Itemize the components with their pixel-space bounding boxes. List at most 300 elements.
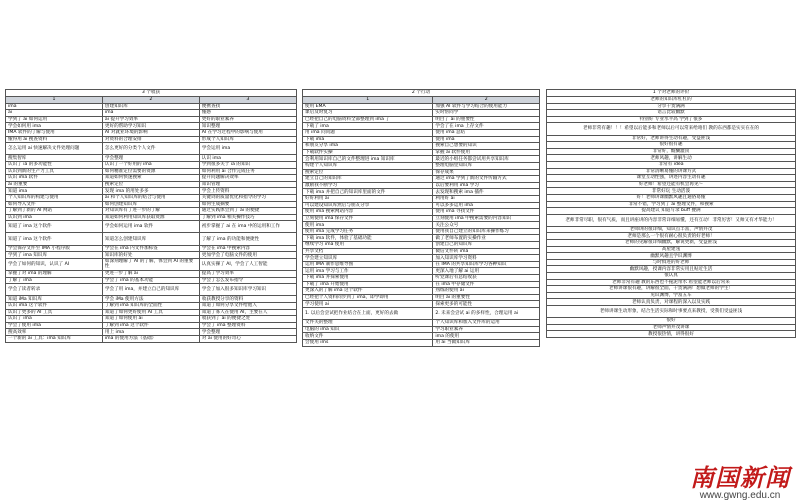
table-cell: 下载 ima	[303, 136, 433, 143]
table-cell: 知道了如何分享文件给他人	[199, 303, 296, 310]
table-cell: 了解了 ima	[6, 277, 103, 284]
table-cell: 搜索自己想要的知识	[433, 143, 540, 150]
table-cell: 明白了 ai 的重要性	[433, 116, 540, 123]
table-cell: 形成个人知识库	[199, 136, 296, 143]
table-cell: 学会在 ima 中搜索内容	[199, 245, 296, 252]
table-row	[6, 221, 297, 233]
table-cell: 学到了 ima 知识库	[6, 252, 103, 259]
table-cell: 幽默风趣，授课内容非常实用且贴近生活	[547, 266, 796, 273]
table-row	[303, 143, 540, 150]
table-row	[547, 286, 796, 293]
table-cell: 学会了如何的知识，认识了 AI	[6, 258, 103, 270]
table-row	[6, 129, 297, 136]
table-cell: 老师非常尽职，很有气质，而且讲座讲的内容非常详细易懂，还有互动！非常厉害！又帅又有才华能力！	[547, 214, 796, 226]
table-cell: 探索更多的可能性	[433, 301, 540, 308]
table-cell: ima 的使用	[433, 333, 540, 340]
table-cell: 通过 ima 学到了新的文件传输方式	[433, 176, 540, 183]
table-row	[6, 103, 297, 110]
table-row	[303, 215, 540, 222]
table-row	[6, 175, 297, 182]
table-cell: 如何创建知识库	[102, 201, 199, 208]
table-cell: 认识到 ima	[6, 214, 103, 221]
table-cell: 老师认真负责，对课程的深入以及实践	[547, 299, 796, 306]
table-row	[6, 335, 297, 342]
table-cell: AI 在学习过程中的影响与使用	[199, 129, 296, 136]
table-cell: ima	[6, 103, 103, 110]
table-cell: 下载 ima 并把自己的知识库里面的文件	[303, 189, 433, 196]
table-cell: 非常清晰易懂的讲课方式	[547, 168, 796, 175]
table-cell: 学会整理	[199, 329, 296, 336]
table-cell: 很好很有趣	[547, 142, 796, 149]
table-cell: 关键词的质量优化和指令的学习	[199, 194, 296, 201]
table-row	[303, 209, 540, 216]
table-cell: 初步掌握了 ai 在 ima 中的运用和工作	[199, 221, 296, 233]
table-cell: 了解到 ima 知识库的全面性	[102, 303, 199, 310]
table-row	[6, 271, 297, 278]
table-row	[547, 273, 796, 280]
table-cell: 学到很多关于 ia 的知识	[199, 161, 296, 168]
table-row	[6, 194, 297, 201]
table-row	[303, 294, 540, 301]
table-row	[547, 116, 796, 123]
table-cell: 提高建议 知道写录 buff 叠满	[547, 208, 796, 215]
table-row	[547, 208, 796, 215]
table-cell: 老师非常有趣 教的东西也不拖泥带水 希望能老师以后常来	[547, 279, 796, 286]
table-row	[547, 259, 796, 266]
table-cell: 学到了 ai 如何运用	[6, 116, 103, 123]
table-row	[303, 162, 540, 169]
table-cell: 学会了 ima 整理资料	[199, 322, 296, 329]
table-cell: 一个新的 ai 工具：ima 知识库	[6, 335, 103, 342]
table-cell: 了解了 ima 的功能和便捷性	[199, 233, 296, 245]
table-row	[547, 214, 796, 226]
table-cell: 加强 AI 软件与学习结合的使用能力	[433, 103, 540, 110]
watermark-logo: 南国新闻	[690, 463, 790, 492]
table-row	[303, 189, 540, 196]
column-header: 1	[6, 97, 103, 104]
table-cell: 语言比较幽默	[547, 110, 796, 117]
table-row	[547, 253, 796, 260]
table-cell: 课堂互动性强，讲述内容生动有趣	[547, 175, 796, 182]
evaluation-table	[546, 89, 796, 338]
table-cell: 认真实操了 AI，学会了人工智能	[199, 258, 296, 270]
table-cell: ima 的使用方法（基础）	[102, 335, 199, 342]
table-cell: 老师风趣，讲解生动	[547, 155, 796, 162]
table-cell: 知道 ima	[6, 188, 103, 195]
table-row	[547, 246, 796, 253]
table-cell: 学会了在 ima 上存文件	[433, 123, 540, 130]
table-cell: ai 和个人知识库的结合与使用	[102, 194, 199, 201]
table-cell: ima	[102, 110, 199, 117]
table-row	[303, 129, 540, 136]
table-cell: 如何精准定位需要的资源	[102, 168, 199, 175]
harvest-table-title: 3 个收获	[6, 90, 297, 97]
table-cell: 学会保存文件至 IMA 小程序版	[6, 245, 103, 252]
table-row	[6, 322, 297, 329]
table-cell: 认识 ima 软件	[6, 175, 103, 182]
table-row	[6, 277, 297, 284]
table-row	[6, 316, 297, 323]
table-row	[547, 168, 796, 175]
table-cell: 去发现和搜索 ima 插件	[433, 189, 540, 196]
table-cell: 老师非常有趣！！！希望以后能多和老师以后可以常来给咱们 教的东西都是实实在在的	[547, 123, 796, 135]
table-row	[303, 248, 540, 255]
table-cell: 学会了使用 ima	[6, 322, 103, 329]
table-cell: 更深入地了解 ai 运用	[433, 268, 540, 275]
table-cell: 对 ai 使用的好奇心	[199, 335, 296, 342]
table-cell: 学会上传资料	[199, 188, 296, 195]
table-cell: 创建知识库	[102, 103, 199, 110]
table-cell: 可以建设知识库然后与朋友分享	[303, 202, 433, 209]
table-cell: 使用 ima 完成学习任务	[303, 228, 433, 235]
table-cell: 搜集智库	[6, 155, 103, 162]
table-row	[6, 116, 297, 123]
table-cell: 老师讲课很有趣，讲解很全面，干货满满！想做老师的学生！	[547, 286, 796, 293]
table-cell: 继续学习 ima 使用	[303, 242, 433, 249]
table-row	[6, 136, 297, 143]
table-row	[547, 181, 796, 188]
table-row	[6, 303, 297, 310]
table-cell: 已经把个人资料同步到了 ima，即学即用	[303, 294, 433, 301]
table-cell: 用 ai 当做知识库	[433, 339, 540, 346]
table-cell: 如何利用 ai 合作完成任务	[199, 168, 296, 175]
table-cell: 明白 ai 的重要性	[433, 294, 540, 301]
table-cell: 个人知识库的构建与使用	[6, 194, 103, 201]
table-cell: 知道了 ima 这个软件	[6, 221, 103, 233]
table-cell: 更好的职业素养	[199, 116, 296, 123]
table-cell: 老师讲课生动形象，结合生活实际和时事要点来教授，受我们受益匪浅	[547, 306, 796, 318]
table-row	[547, 233, 796, 240]
table-row	[6, 245, 297, 252]
table-row	[6, 214, 297, 221]
table-cell: 利用好 ai	[433, 195, 540, 202]
table-row	[6, 284, 297, 296]
table-cell: 实时帮同学	[433, 110, 540, 117]
table-row	[6, 201, 297, 208]
table-cell: 使用我自己建立的知识库来操作练习	[433, 228, 540, 235]
table-row	[6, 258, 297, 270]
table-cell: 非常好，老师讲得生动有趣，受益匪浅	[547, 135, 796, 142]
table-row	[303, 320, 540, 327]
table-cell: 搜高效率	[6, 329, 103, 336]
table-cell: ai	[6, 110, 103, 117]
table-row	[303, 339, 540, 346]
table-row	[547, 292, 796, 299]
table-cell: 更加学会了电脑文件的使用	[199, 252, 296, 259]
table-cell: 知道了 ima 这个软件	[6, 233, 103, 245]
table-cell: 更好的帮助学习知识	[102, 123, 199, 130]
table-cell: 使用 ima 寻找文件	[433, 209, 540, 216]
table-cell: 学会在 ima 内文件加标签	[102, 245, 199, 252]
table-row	[303, 176, 540, 183]
table-cell: 老师声情并茂讲课	[547, 324, 796, 331]
table-cell: 掌握 ai 软件使用	[433, 149, 540, 156]
table-cell: 已经把自己的电脑资料全部整理到 ima 了	[303, 116, 433, 123]
table-cell: 如何生成摘要	[199, 201, 296, 208]
table-cell: 认识到新的生产力工具	[6, 168, 103, 175]
table-cell: 知识库的好处	[102, 252, 199, 259]
table-cell: 学会了加入很多知识库学习知识	[199, 284, 296, 296]
table-cell: 掌握了对 ima 的理解	[6, 271, 103, 278]
table-row	[303, 156, 540, 163]
table-cell: 更深入的了解 ima 这个软件	[303, 288, 433, 295]
table-cell: 很好	[547, 318, 796, 325]
table-row	[547, 194, 796, 201]
table-cell: 下载 ima 并探索使用	[303, 275, 433, 282]
table-cell: 知识整理	[199, 123, 296, 130]
table-cell: ai 的重要	[6, 181, 103, 188]
table-cell: 建立自己的知识库	[303, 176, 433, 183]
table-cell: 如何导入文件	[6, 201, 103, 208]
table-cell: 可以多多运用 ima	[433, 202, 540, 209]
table-cell: 老师的知识库杠杠的	[547, 97, 796, 104]
table-cell: 最近的小组任务都尝试用共享知识库	[433, 156, 540, 163]
table-cell: 运用 ima 学习与工作	[303, 268, 433, 275]
table-row	[547, 161, 796, 168]
table-row	[6, 233, 297, 245]
table-row	[303, 116, 540, 123]
table-cell: 电脑的 ima 知识	[303, 326, 433, 333]
table-row	[547, 266, 796, 273]
table-cell: 学会了读者转录	[6, 284, 103, 296]
table-cell: 学会整理	[102, 155, 199, 162]
table-cell: 老师讲的很详细，知识点丰富，声情并茂	[547, 226, 796, 233]
table-cell: 很认真	[547, 273, 796, 280]
table-cell: 非常好，醍醐灌顶	[547, 148, 796, 155]
table-row	[547, 306, 796, 318]
table-cell: 和朋友分享 ima	[303, 143, 433, 150]
table-row	[6, 296, 297, 303]
table-cell: 整理电脑里知识库	[433, 162, 540, 169]
table-cell: 知道怎么创建知识库	[102, 233, 199, 245]
table-cell: 文件关的整理	[303, 320, 433, 327]
table-row	[547, 279, 796, 286]
table-cell: 创建自己的知识库	[433, 242, 540, 249]
table-cell: 收获教授分享的资料	[199, 296, 296, 303]
table-row	[6, 329, 297, 336]
table-row	[303, 235, 540, 242]
table-cell: 会利用知识库自己的文件整理进 ima 知识库	[303, 156, 433, 163]
table-cell: 了解到 ima 相关操作技巧	[199, 214, 296, 221]
table-cell: 微信文件转 ima	[433, 248, 540, 255]
table-cell: 提高了学习效率	[199, 271, 296, 278]
table-cell: 认识了 ima	[6, 316, 103, 323]
table-cell: 懂感	[199, 110, 296, 117]
table-cell: 教授很热情，讲得很好	[547, 331, 796, 338]
table-cell: 学会了用 ima，并建立自己的知识库	[102, 284, 199, 296]
action-table-title: 2 个行动	[303, 90, 540, 97]
table-row	[6, 208, 297, 215]
table-cell: 认识了一个好用的 ima	[102, 161, 199, 168]
table-row	[6, 252, 297, 259]
table-cell: 见识渊博，学富五车	[547, 292, 796, 299]
table-cell: 课后及时复习	[303, 110, 433, 117]
table-row	[303, 301, 540, 308]
table-row	[303, 195, 540, 202]
table-cell: 用上 ima	[102, 329, 199, 336]
table-cell: 认识了更多的 AI 工具	[6, 309, 103, 316]
table-cell: 学会了怎么发布指令	[199, 277, 296, 284]
table-cell: 下载 ima 软件，体验了基础功能	[303, 235, 433, 242]
table-cell: 保存成果	[433, 169, 540, 176]
table-row	[6, 143, 297, 155]
table-cell: 学会 iMa 使用方法	[102, 296, 199, 303]
table-cell: 1. 以后会尝试把作业结合在上面，更好的去做	[303, 308, 433, 320]
table-cell: AI 对就业环境的影响	[102, 129, 199, 136]
table-row	[303, 182, 540, 189]
table-cell: 共享文档	[303, 248, 433, 255]
table-row	[303, 308, 540, 320]
table-cell: 知道 iMa 知识库	[6, 296, 103, 303]
table-row	[547, 240, 796, 247]
table-row	[547, 148, 796, 155]
table-row	[303, 136, 540, 143]
table-row	[547, 318, 796, 325]
table-cell: 知道了寡人在使用 AI，主要在人	[199, 309, 296, 316]
table-row	[303, 123, 540, 130]
table-cell: 对知识库有了进一步的了解	[102, 208, 199, 215]
table-cell: 做了老师布置的实操作业	[433, 235, 540, 242]
table-cell: 更进一步了解 ai	[102, 271, 199, 278]
table-row	[547, 135, 796, 142]
table-cell: 加入知识库学习资料	[433, 255, 540, 262]
table-row	[303, 268, 540, 275]
table-cell: 通过实践体会到了 ai 的便捷	[199, 208, 296, 215]
table-row	[303, 333, 540, 340]
table-row	[547, 201, 796, 208]
table-row	[547, 188, 796, 195]
table-cell: 学会运用 ima	[199, 143, 296, 155]
table-cell: 搜索定位	[102, 181, 199, 188]
table-row	[547, 324, 796, 331]
table-row	[547, 331, 796, 338]
watermark	[690, 463, 790, 501]
table-cell: 听党课后有总结收获	[433, 275, 540, 282]
table-cell: 运用 IMA 制作思维导图	[303, 261, 433, 268]
harvest-table	[5, 89, 297, 343]
table-cell: 用 ima 问问题	[303, 129, 433, 136]
table-row	[547, 142, 796, 149]
table-row	[547, 155, 796, 162]
table-cell: 高屋建瓴	[547, 246, 796, 253]
table-cell: 懂得用 ai 搜查资料	[6, 136, 103, 143]
table-row	[547, 103, 796, 110]
table-cell: 立刻使用 ima 中搜索需要的内容知识	[433, 215, 540, 222]
table-cell: 老师是那么一个很有耐心很负责的好老师！	[547, 233, 796, 240]
table-row	[303, 326, 540, 333]
table-cell: IMA 软件的了解与使用	[6, 129, 103, 136]
table-row	[547, 97, 796, 104]
table-cell: 认识 ima 这个软件	[6, 303, 103, 310]
table-cell: 对资料的合理安排	[102, 136, 199, 143]
table-cell: 如深刻理解了 AI 的了解，体会到 AI 的重要性	[102, 258, 199, 270]
table-row	[547, 175, 796, 182]
table-cell: 怎么更好的分类个人文件	[102, 143, 199, 155]
table-cell: 发现 ima 的用处多多	[102, 188, 199, 195]
table-row	[547, 226, 796, 233]
table-cell: 个人知识库和加入文件库的运用	[433, 320, 540, 327]
table-cell: 认识了 ia 的多功能性	[6, 161, 103, 168]
table-row	[303, 202, 540, 209]
table-cell: 好好利用 ai	[303, 195, 433, 202]
table-row	[303, 261, 540, 268]
table-cell: 使用 ima 搜索网站内容	[303, 209, 433, 216]
table-cell: 使用 ima	[303, 222, 433, 229]
table-cell: 收获到了 ai 的便捷之处	[199, 316, 296, 323]
table-cell: 学习使用 ai	[303, 301, 433, 308]
table-cell: 知道如何快速搜索	[102, 175, 199, 182]
table-row	[6, 155, 297, 162]
watermark-url: www.gwng.edu.cn	[699, 490, 781, 501]
table-cell: 知道如何利用知识库获取资源	[102, 214, 199, 221]
table-cell: 搜索定位	[303, 169, 433, 176]
table-row	[303, 255, 540, 262]
table-cell: 非常有 idea	[547, 161, 796, 168]
table-row	[303, 222, 540, 229]
table-cell: 激励我不断学习	[303, 182, 433, 189]
column-header: 2	[102, 97, 199, 104]
table-cell: 了解到了新的 AI 网站	[6, 208, 103, 215]
table-row	[547, 299, 796, 306]
table-cell: 与时俱进的好老师	[547, 259, 796, 266]
table-cell: 构建个人知识库	[303, 162, 433, 169]
table-cell: 好老师！希望还能有机会再见～	[547, 181, 796, 188]
table-row	[6, 309, 297, 316]
table-cell: 学会如何运用 ima 软件	[102, 221, 199, 233]
table-cell: 怎么运用 ai 快速解决文件处理问题	[6, 143, 103, 155]
table-cell: 便携查找	[199, 103, 296, 110]
table-row	[547, 123, 796, 135]
table-cell: 幽默风趣且学识渊博	[547, 253, 796, 260]
table-cell: 老师的见解很详细幽默，解说更新，受益匪浅	[547, 240, 796, 247]
table-cell: 了解到 ima 这个软件	[102, 322, 199, 329]
table-row	[303, 149, 540, 156]
table-cell: 关注公众号	[433, 222, 540, 229]
table-cell: 在 ima 中存储文件	[433, 281, 540, 288]
table-cell: 非常好玩 生动活泼	[547, 188, 796, 195]
table-cell: 特别好 专业水平高 学到了很多	[547, 116, 796, 123]
table-cell: 下载软件实操	[303, 149, 433, 156]
table-row	[303, 110, 540, 117]
table-row	[6, 123, 297, 130]
table-row	[303, 228, 540, 235]
table-cell: 知道了如何更好使用 AI 工具	[102, 309, 199, 316]
table-cell: 以后要利用 ima 学习	[433, 182, 540, 189]
table-cell: 在 IMA 的共享知识库学习各种知识	[433, 261, 540, 268]
table-row	[303, 275, 540, 282]
table-row	[303, 242, 540, 249]
table-cell: 下载了 ima 开始使用	[303, 281, 433, 288]
table-cell: 好！老师讲课幽默风趣且通俗易懂	[547, 194, 796, 201]
table-cell: 知道了如何使用 ai	[102, 316, 199, 323]
table-cell: 使用 EMA	[303, 103, 433, 110]
table-row	[6, 188, 297, 195]
table-cell: 立刻使用 ima 保存文件	[303, 215, 433, 222]
table-cell: 认识 ima	[199, 155, 296, 162]
table-cell: 学习职业素养	[433, 326, 540, 333]
table-row	[547, 110, 796, 117]
table-cell: 会使用 ims	[303, 339, 433, 346]
table-row	[6, 110, 297, 117]
table-cell: 下载了 ima	[303, 123, 433, 130]
table-row	[303, 169, 540, 176]
table-cell: 学会了 ima 的基本功能	[102, 277, 199, 284]
table-row	[6, 181, 297, 188]
table-cell: 熟练的使用 ai	[433, 288, 540, 295]
table-cell: 使用 ima 总结	[433, 129, 540, 136]
table-cell: ai 提升学习效率	[102, 116, 199, 123]
table-cell: 2. 未来会尝试 ai 的多样性，合理运用 ai	[433, 308, 540, 320]
